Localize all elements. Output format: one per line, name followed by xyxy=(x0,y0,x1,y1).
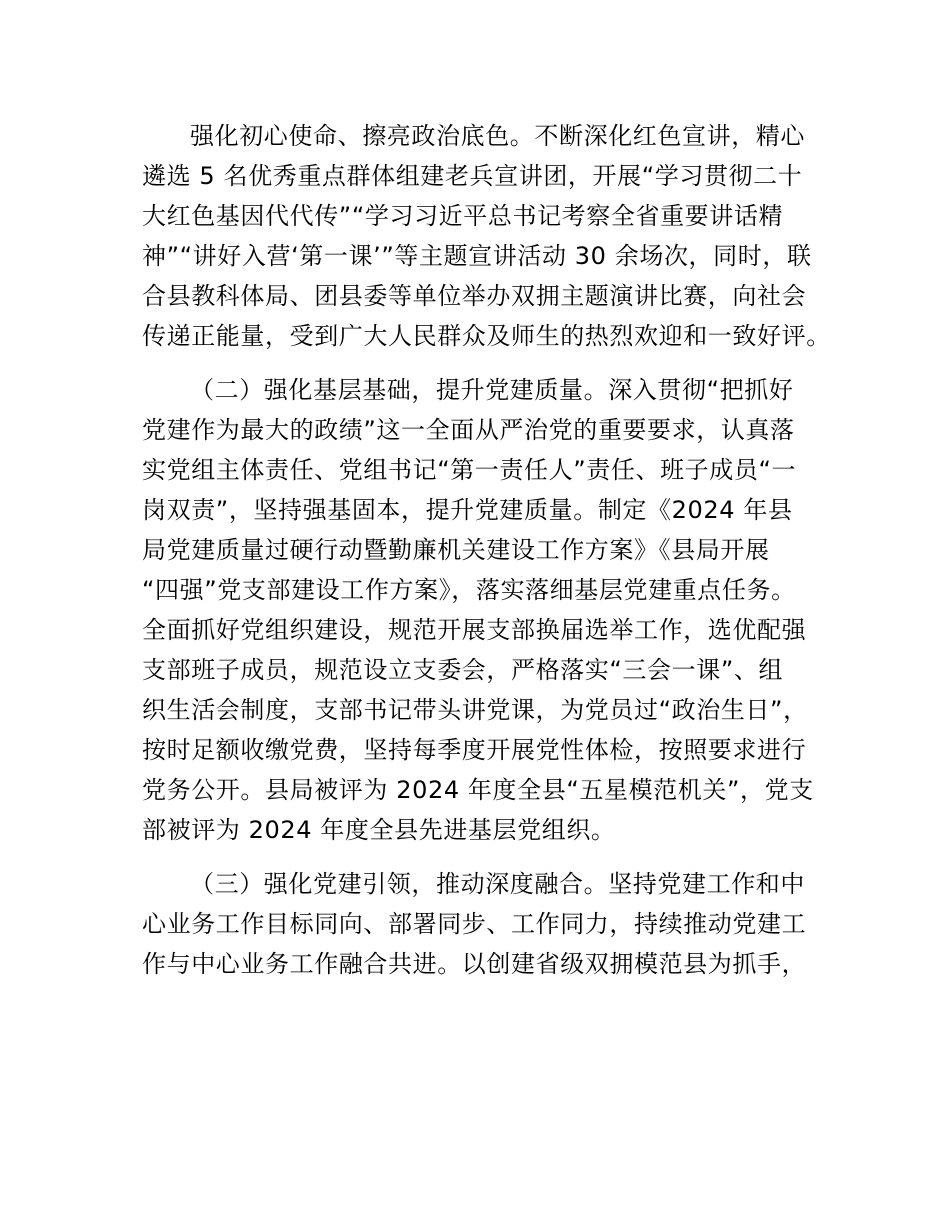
text-line: 强化初心使命、擦亮政治底色。不断深化红色宣讲，精心 xyxy=(190,122,805,150)
text-line: 遴选 5 名优秀重点群体组建老兵宣讲团，开展“学习贯彻二十 xyxy=(142,162,803,190)
text-line: 全面抓好党组织建设，规范开展支部换届选举工作，选优配强 xyxy=(142,616,807,644)
text-line: 局党建质量过硬行动暨勤廉机关建设工作方案》《县局开展 xyxy=(142,536,770,564)
text-line: 织生活会制度，支部书记带头讲党课，为党员过“政治生日”， xyxy=(142,696,808,724)
document-body xyxy=(142,116,832,984)
text-line: 神”“讲好入营‘第一课’”等主题宣讲活动 30 余场次，同时，联 xyxy=(142,242,812,270)
text-line: 岗双责”，坚持强基固本，提升党建质量。制定《2024 年县 xyxy=(142,496,793,524)
text-line: “四强”党支部建设工作方案》，落实落细基层党建重点任务。 xyxy=(142,576,796,604)
text-line: （二）强化基层基础，提升党建质量。深入贯彻“把抓好 xyxy=(190,376,794,404)
text-line: 党务公开。县局被评为 2024 年度全县“五星模范机关”，党支 xyxy=(142,776,814,804)
text-line: 实党组主体责任、党组书记“第一责任人”责任、班子成员“一 xyxy=(142,456,797,484)
text-line: 传递正能量，受到广大人民群众及师生的热烈欢迎和一致好评。 xyxy=(142,322,831,350)
paragraph-3 xyxy=(142,864,832,984)
text-line: 部被评为 2024 年度全县先进基层党组织。 xyxy=(142,816,616,844)
paragraph-spacer xyxy=(142,850,832,864)
text-line: 大红色基因代代传”“学习习近平总书记考察全省重要讲话精 xyxy=(142,202,784,230)
text-line: 作与中心业务工作融合共进。以创建省级双拥模范县为抓手， xyxy=(142,950,807,978)
text-line: 按时足额收缴党费，坚持每季度开展党性体检，按照要求进行 xyxy=(142,736,807,764)
text-line: 支部班子成员，规范设立支委会，严格落实“三会一课”、组 xyxy=(142,656,784,684)
text-line: （三）强化党建引领，推动深度融合。坚持党建工作和中 xyxy=(190,870,805,898)
paragraph-spacer xyxy=(142,356,832,370)
text-line: 合县教科体局、团县委等单位举办双拥主题演讲比赛，向社会 xyxy=(142,282,807,310)
paragraph-2 xyxy=(142,370,832,850)
text-line: 心业务工作目标同向、部署同步、工作同力，持续推动党建工 xyxy=(142,910,807,938)
paragraph-1 xyxy=(142,116,832,356)
text-line: 党建作为最大的政绩”这一全面从严治党的重要要求，认真落 xyxy=(142,416,795,444)
